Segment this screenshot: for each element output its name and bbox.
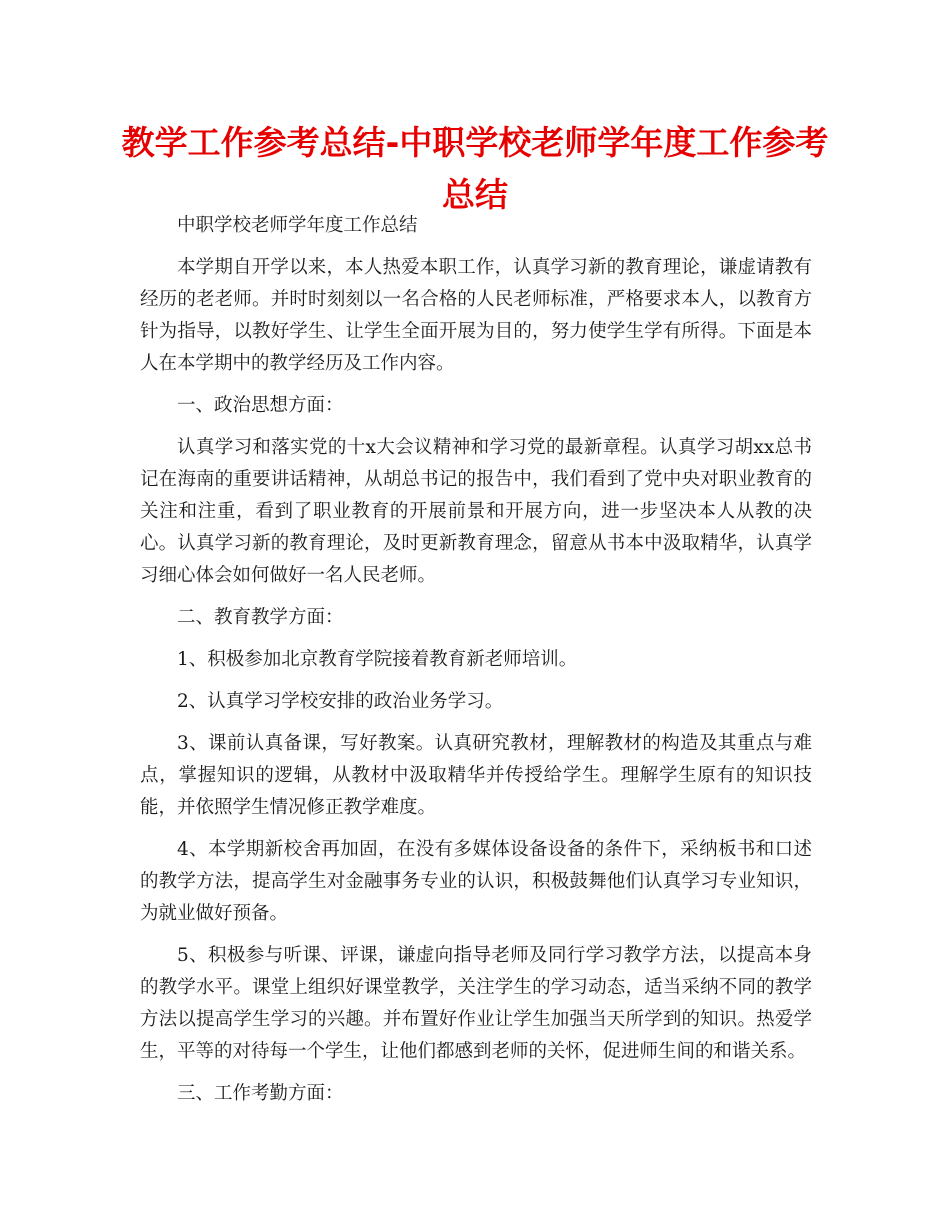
teaching-item-2: 2、认真学习学校安排的政治业务学习。 bbox=[177, 691, 504, 712]
teaching-item-5: 5、积极参与听课、评课，谦虚向指导老师及同行学习教学方法，以提高本身的教学水平。课堂上组织好课堂教学，关注学生的学习动态，适当采纳不同的教学方法以提高学生学习的兴趣。并布置好作业让学生加强当天所学到的知识。热爱学生，平等的对待每一个学生，让他们都感到老师的关怀，促进师生间的和谐关系。 bbox=[140, 945, 812, 1062]
teaching-item-4: 4、本学期新校舍再加固，在没有多媒体设备设备的条件下，采纳板书和口述的教学方法，提高学生对金融事务专业的认识，积极鼓舞他们认真学习专业知识，为就业做好预备。 bbox=[140, 839, 812, 924]
section-heading-attendance: 三、工作考勤方面： bbox=[177, 1083, 344, 1104]
document-title: 教学工作参考总结-中职学校老师学年度工作参考总结 bbox=[121, 123, 829, 214]
teaching-item-1: 1、积极参加北京教育学院接着教育新老师培训。 bbox=[177, 649, 578, 670]
section-heading-teaching: 二、教育教学方面： bbox=[177, 607, 344, 628]
subtitle-paragraph: 中职学校老师学年度工作总结 bbox=[177, 215, 418, 236]
politics-paragraph: 认真学习和落实党的十x大会议精神和学习党的最新章程。认真学习胡xx总书记在海南的重要讲话精神，从胡总书记的报告中，我们看到了党中央对职业教育的关注和注重，看到了职业教育的开展前景和开展方向，进一步坚决本人从教的决心。认真学习新的教育理论，及时更新教育理念，留意从书本中汲取精华，认真学习细心体会如何做好一名人民老师。 bbox=[140, 437, 812, 586]
section-heading-politics: 一、政治思想方面： bbox=[177, 395, 344, 416]
teaching-item-3: 3、课前认真备课，写好教案。认真研究教材，理解教材的构造及其重点与难点，掌握知识的逻辑，从教材中汲取精华并传授给学生。理解学生原有的知识技能，并依照学生情况修正教学难度。 bbox=[140, 733, 812, 818]
document-body bbox=[140, 210, 812, 1120]
intro-paragraph: 本学期自开学以来，本人热爱本职工作，认真学习新的教育理论，谦虚请教有经历的老老师。并时时刻刻以一名合格的人民老师标准，严格要求本人，以教育方针为指导，以教好学生、让学生全面开展为目的，努力使学生学有所得。下面是本人在本学期中的教学经历及工作内容。 bbox=[140, 257, 812, 374]
